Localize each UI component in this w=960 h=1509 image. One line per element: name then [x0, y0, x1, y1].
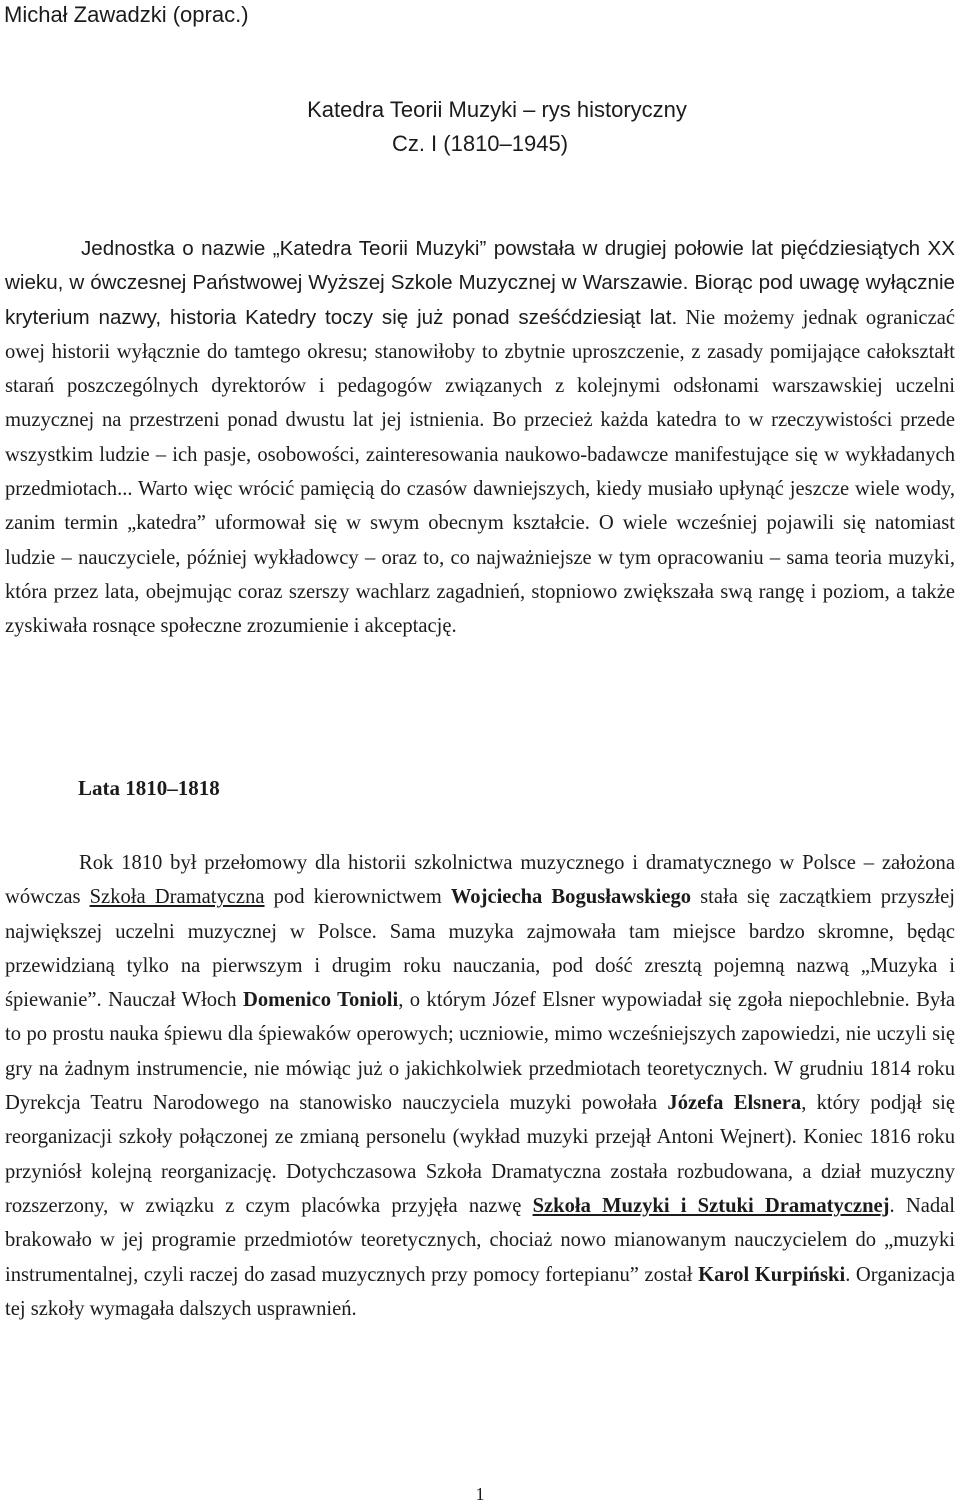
person-kurpinski: Karol Kurpiński [698, 1263, 846, 1286]
document-subtitle: Cz. I (1810–1945) [391, 131, 569, 156]
text-run: . Nadal brakowało w jej programie przedmiotów teoretycznych, chociaż nowo mianowanym nauczycielem do „muzyki instrumentalnej, czyli raczej do zasad muzycznych przy pomocy fortepianu” został [5, 1194, 956, 1286]
text-run: pod kierownictwem [264, 886, 451, 909]
page-number: 1 [475, 1484, 485, 1504]
text-run: , o którym Józef Elsner wypowiadał się zgoła niepochlebnie. Była to po prostu nauka śpiewu dla śpiewaków operowych; uczniowie, mimo wcześniejszych zapowiedzi, nie uczyli się gry na żadnym instrumencie, nie mówiąc już o jakichkolwiek przedmiotach teoretycznych. W grudniu 1814 roku Dyrekcja Teatru Narodowego na stanowisko nauczyciela muzyki powołała [5, 989, 955, 1115]
text-run: Rok 1810 był przełomowy dla historii szkolnictwa muzycznego i dramatycznego w Polsce – założona wówczas [5, 852, 955, 909]
text-run: stała się zaczątkiem przyszłej największej uczelni muzycznej w Polsce. Sama muzyka zajmowała tam miejsce bardzo skromne, będąc przewidzianą tylko na pierwszym i drugim roku nauczania, pod dość zresztą pojemną nazwą „Muzyka i śpiewanie”. Nauczał Włoch [5, 886, 956, 1012]
intro-condensed-text: Jednostka o nazwie „Katedra Teorii Muzyki” powstała w drugiej połowie lat pięćdziesiątych XX wieku, w ówczesnej Państwowej Wyższej Szkole Muzycznej w Warszawie. Biorąc pod uwagę wyłącznie kryterium nazwy, historia Katedry toczy się już ponad sześćdziesiąt lat. [5, 237, 955, 329]
person-elsner: Józefa Elsnera [667, 1092, 802, 1115]
document-title: Katedra Teorii Muzyki – rys historyczny [307, 97, 687, 122]
school-name-2: Szkoła Muzyki i Sztuki Dramatycznej [532, 1194, 890, 1217]
text-run: . Organizacja tej szkoły wymagała dalszych usprawnień. [5, 1263, 955, 1320]
author-line: Michał Zawadzki (oprac.) [4, 2, 249, 27]
intro-paragraph [5, 232, 955, 644]
text-run: , który podjął się reorganizacji szkoły połączonej ze zmianą personelu (wykład muzyki przejął Antoni Wejnert). Koniec 1816 roku przyniósł kolejną reorganizację. Dotychczasowa Szkoła Dramatyczna została rozbudowana, a dział muzyczny rozszerzony, w związku z czym placówka przyjęła nazwę [5, 1092, 955, 1217]
school-name-1: Szkoła Dramatyczna [89, 886, 265, 909]
person-boguslawski: Wojciecha Bogusławskiego [450, 886, 692, 909]
intro-body-text: Nie możemy jednak ograniczać owej historii wyłącznie do tamtego okresu; stanowiłoby to zbytnie uproszczenie, z zasady pomijające całokształt starań poszczególnych dyrektorów i pedagogów związanych z kolejnymi odsłonami warszawskiej uczelni muzycznej na przestrzeni ponad dwustu lat jej istnienia. Bo przecież każda katedra to w rzeczywistości przede wszystkim ludzie – ich pasje, osobowości, zainteresowania naukowo-badawcze manifestujące się w wykładanych przedmiotach... Warto więc wrócić pamięcią do czasów dawniejszych, kiedy musiało upłynąć jeszcze wiele wody, zanim termin „katedra” uformował się w swym obecnym kształcie. O wiele wcześniej pojawili się natomiast ludzie – nauczyciele, później wykładowcy – oraz to, co najważniejsze w tym opracowaniu – sama teoria muzyki, która przez lata, obejmując coraz szerszy wachlarz zagadnień, stopniowo zwiększała swą rangę i poziom, a także zyskiwała rosnące społeczne zrozumienie i akceptację. [5, 306, 955, 638]
section-paragraph [5, 846, 955, 1326]
section-heading: Lata 1810–1818 [78, 776, 220, 800]
person-tonioli: Domenico Tonioli [242, 989, 399, 1012]
